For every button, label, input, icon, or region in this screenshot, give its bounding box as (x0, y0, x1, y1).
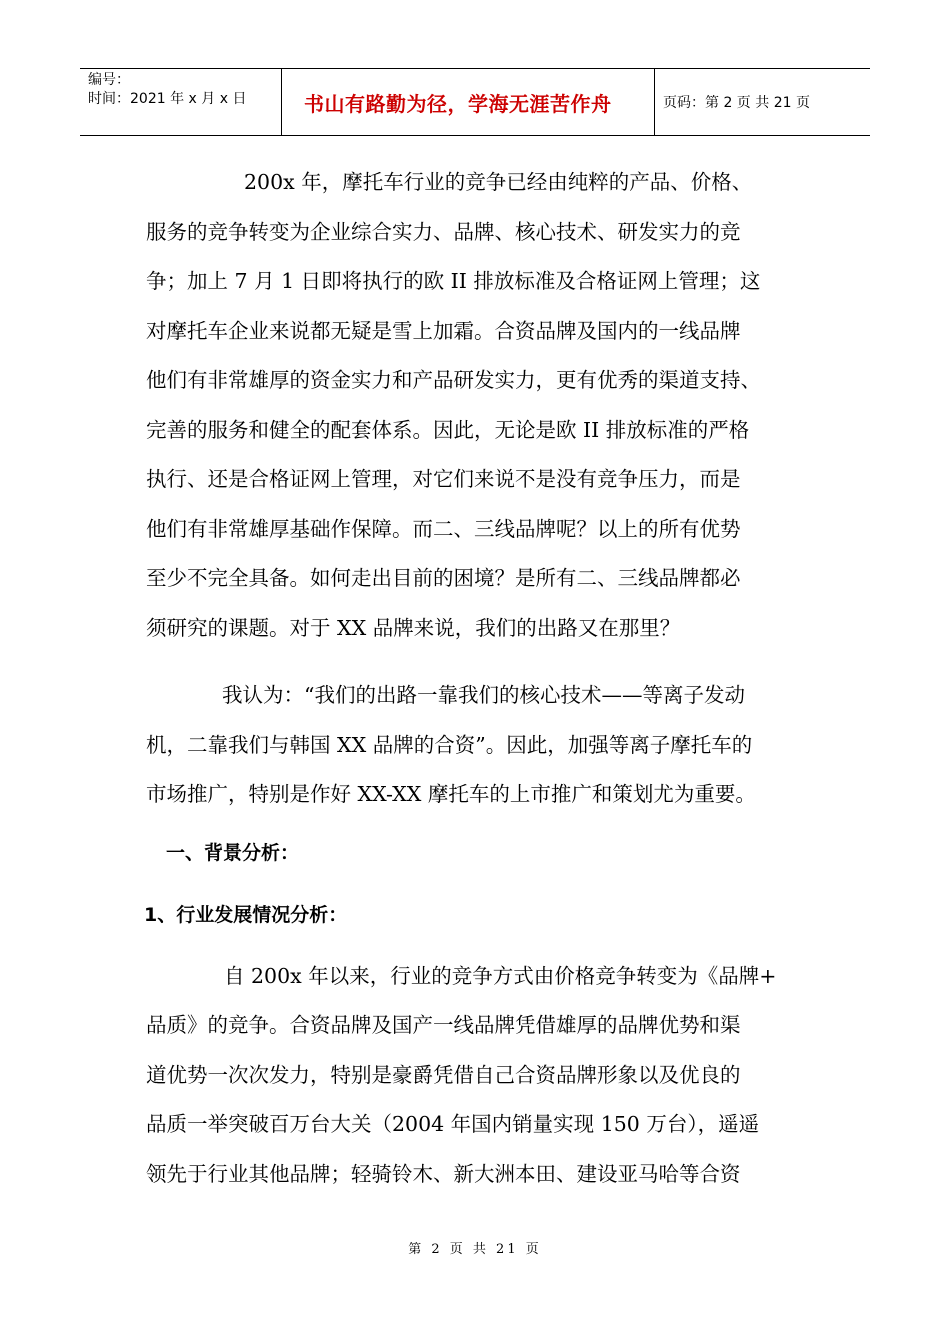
header-meta-cell (80, 69, 282, 135)
paragraph-line: 品质》的竞争。合资品牌及国产一线品牌凭借雄厚的品牌优势和渠 (146, 1013, 741, 1037)
paragraph-line: 对摩托车企业来说都无疑是雪上加霜。合资品牌及国内的一线品牌 (146, 318, 741, 343)
page-footer: 第 2 页 共 21 页 (408, 1242, 542, 1257)
page-info: 页码：第 2 页 共 21 页 (663, 95, 810, 111)
paragraph-line: 领先于行业其他品牌；轻骑铃木、新大洲本田、建设亚马哈等合资 (146, 1161, 741, 1186)
subsection-heading: 1、行业发展情况分析： (144, 903, 348, 926)
section-heading: 一、背景分析： (166, 841, 300, 864)
paragraph-line: 道优势一次次发力，特别是豪爵凭借自己合资品牌形象以及优良的 (146, 1062, 741, 1087)
paragraph-line: 市场推广，特别是作好 XX-XX 摩托车的上市推广和策划尤为重要。 (146, 782, 756, 806)
header-motto-cell (282, 69, 655, 135)
document-body (146, 158, 806, 1199)
paragraph-line: 自 200x 年以来，行业的竞争方式由价格竞争转变为《品牌+ (224, 963, 777, 988)
paragraph-line: 他们有非常雄厚的资金实力和产品研发实力，更有优秀的渠道支持、 (146, 368, 761, 392)
paragraph-line: 执行、还是合格证网上管理，对它们来说不是没有竞争压力，而是 (146, 467, 741, 491)
paragraph-2 (146, 671, 806, 820)
paragraph-line: 机，二靠我们与韩国 XX 品牌的合资”。因此，加强等离子摩托车的 (146, 732, 753, 757)
number-label: 编号： (88, 72, 130, 88)
paragraph-line: 200x 年，摩托车行业的竞争已经由纯粹的产品、价格、 (244, 170, 753, 194)
paragraph-line: 服务的竞争转变为企业综合实力、品牌、核心技术、研发实力的竞 (146, 219, 741, 244)
paragraph-line: 他们有非常雄厚基础作保障。而二、三线品牌呢？以上的所有优势 (146, 516, 741, 541)
paragraph-line: 争；加上 7 月 1 日即将执行的欧 II 排放标准及合格证网上管理；这 (146, 269, 761, 293)
paragraph-line: 至少不完全具备。如何走出目前的困境？是所有二、三线品牌都必 (146, 566, 741, 590)
paragraph-3 (146, 952, 806, 1200)
paragraph-line: 完善的服务和健全的配套体系。因此，无论是欧 II 排放标准的严格 (146, 417, 750, 442)
document-header (80, 68, 870, 136)
motto-text: 书山有路勤为径，学海无涯苦作舟 (304, 91, 612, 116)
paragraph-line: 我认为：“我们的出路一靠我们的核心技术——等离子发动 (222, 683, 745, 707)
paragraph-line: 品质一举突破百万台大关（2004 年国内销量实现 150 万台），遥遥 (146, 1112, 760, 1136)
paragraph-1 (146, 158, 806, 653)
paragraph-line: 须研究的课题。对于 XX 品牌来说，我们的出路又在那里？ (146, 615, 681, 640)
date-label: 时间：2021 年 x 月 x 日 (88, 91, 247, 107)
header-page-cell (655, 69, 870, 135)
